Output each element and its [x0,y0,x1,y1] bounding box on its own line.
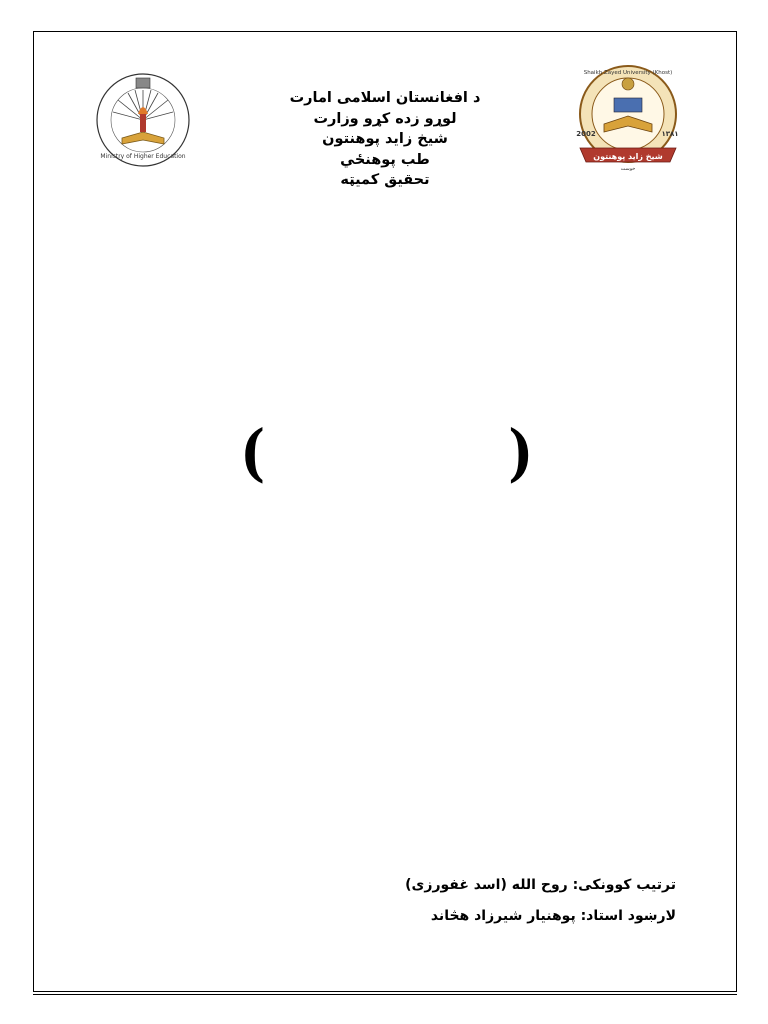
ministry-seal-en-text: Ministry of Higher Education [100,153,186,160]
university-seal-year-left: 2002 [576,130,596,138]
compiler-line: ترتیب کوونکی: روح الله (اسد غفورزی) [405,877,676,893]
page-border-bottom-rule [33,994,737,995]
document-header [230,88,540,191]
university-ribbon-text: شیخ زاید پوهنتون [593,152,663,161]
ministry-seal-logo [78,70,208,170]
university-seal-year-right: ۱۳۸۱ [661,130,679,138]
header-university: شیخ زاید پوهنتون [322,131,448,147]
university-seal-city: خوست [620,166,636,172]
document-footer [405,870,676,932]
header-ministry: لوړو زده کړو وزارت [313,110,457,127]
supervisor-line: لارښود استاد: پوهنیار شیرزاد هڅاند [430,908,676,924]
university-seal-logo [564,62,692,174]
header-faculty: طب پوهنځي [340,151,430,168]
title-bracket-open: ( [240,416,266,489]
header-committee: تحقیق کمیټه [340,172,430,188]
university-seal-icon [564,62,692,174]
ministry-seal-icon [78,70,208,170]
header-emirate: د افغانستان اسلامی امارت [289,90,481,106]
university-seal-en-text: Shaikh Zayed University (Khost) [583,70,673,76]
title-bracket-close: ) [508,416,534,489]
